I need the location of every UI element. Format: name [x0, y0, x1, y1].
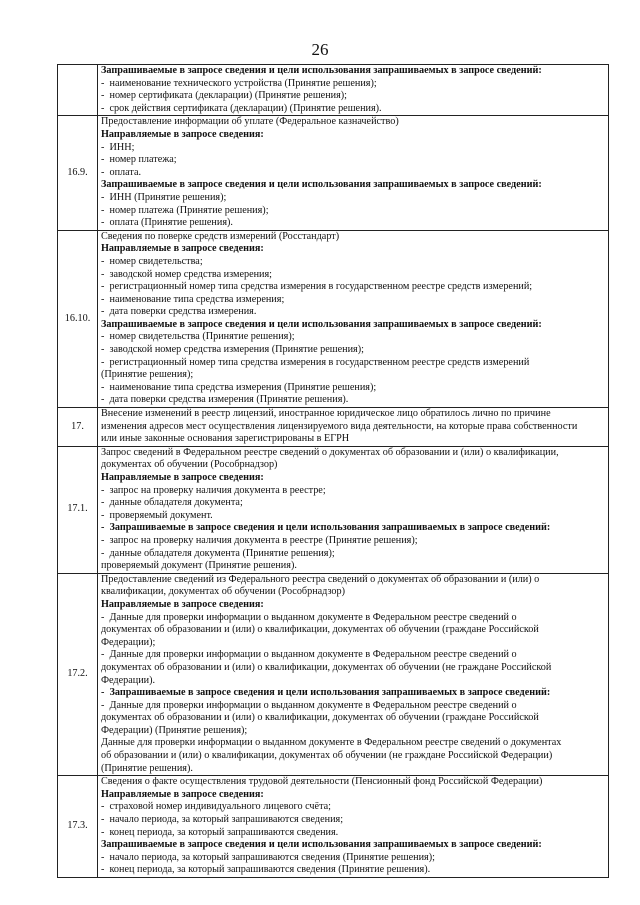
line-text: Запрашиваемые в запросе сведения и цели использования запрашиваемых в запросе сведений: — [101, 65, 542, 76]
row-content — [98, 573, 609, 776]
line-text: заводской номер средства измерения; — [109, 268, 273, 280]
line-text: запрос на проверку наличия документа в реестре (Принятие решения); — [109, 534, 418, 546]
line-text: номер сертификата (декларации) (Принятие решения); — [109, 90, 348, 102]
section-heading — [101, 129, 606, 142]
section-heading — [101, 319, 606, 332]
table-body — [58, 65, 609, 878]
line-text: дата поверки средства измерения. — [109, 306, 257, 318]
line-text: Направляемые в запросе сведения: — [101, 472, 264, 483]
row-content — [98, 446, 609, 573]
line-text: проверяемый документ. — [109, 509, 213, 521]
line-text: квалификации, документах об обучении (Рособрнадзор) — [101, 586, 346, 598]
line-text: дата поверки средства измерения (Принятие решения). — [109, 394, 349, 406]
line-text: Запрашиваемые в запросе сведения и цели использования запрашиваемых в запросе сведений: — [101, 318, 542, 330]
line-text: начало периода, за который запрашиваются сведения; — [109, 814, 344, 826]
section-heading — [101, 789, 606, 802]
text-line — [101, 116, 606, 129]
line-text: оплата. — [109, 166, 142, 178]
row-number: 16.10. — [58, 230, 98, 407]
list-item — [101, 485, 606, 498]
line-text: срок действия сертификата (декларации) (Принятие решения). — [109, 102, 382, 114]
text-line — [101, 776, 606, 789]
list-item — [101, 281, 606, 294]
table-row — [58, 116, 609, 230]
line-text: документах об образовании и (или) о квалификации, документах об обучении (граждане Российской — [101, 624, 539, 636]
text-line — [101, 433, 606, 446]
line-text: Предоставление информации об уплате (Федеральное казначейство) — [101, 116, 399, 128]
line-text: начало периода, за который запрашиваются сведения (Принятие решения); — [109, 851, 435, 863]
table-row — [58, 65, 609, 116]
list-item — [101, 827, 606, 840]
table-row — [58, 446, 609, 573]
section-heading — [101, 599, 606, 612]
line-text: Предоставление сведений из Федерального реестра сведений о документах об образовании и (или) о — [101, 573, 540, 585]
line-text: Запрашиваемые в запросе сведения и цели использования запрашиваемых в запросе сведений: — [101, 839, 542, 851]
table-row — [58, 408, 609, 447]
text-line — [101, 624, 606, 637]
list-item — [101, 357, 606, 370]
row-content — [98, 408, 609, 447]
line-text: регистрационный номер типа средства измерения в государственном реестре средств измерений; — [109, 281, 533, 293]
line-text: Сведения о факте осуществления трудовой деятельности (Пенсионный фонд Российской Федерации) — [101, 776, 543, 788]
list-item — [101, 382, 606, 395]
line-text: Сведения по поверке средств измерений (Росстандарт) — [101, 230, 340, 242]
text-line — [101, 737, 606, 750]
line-text: оплата (Принятие решения). — [109, 217, 233, 229]
line-text: (Принятие решения). — [101, 762, 193, 774]
list-item — [101, 864, 606, 877]
line-text: Данные для проверки информации о выданном документе в Федеральном реестре сведений о — [109, 649, 517, 661]
section-heading — [101, 839, 606, 852]
line-text: или иные законные основания зарегистрированы в ЕГРН — [101, 433, 350, 445]
line-text: Внесение изменений в реестр лицензий, иностранное юридическое лицо обратилось лично по причине — [101, 408, 551, 420]
list-item — [101, 548, 606, 561]
row-number: 17.3. — [58, 776, 98, 878]
line-text: ИНН (Принятие решения); — [109, 191, 227, 203]
line-text: Запрашиваемые в запросе сведения и цели использования запрашиваемых в запросе сведений: — [109, 522, 551, 534]
text-line — [101, 560, 606, 573]
text-line — [101, 574, 606, 587]
text-line — [101, 421, 606, 434]
requirements-table — [57, 64, 609, 878]
line-text: изменения адресов мест осуществления лицензируемого вида деятельности, на которые права собственности — [101, 420, 578, 432]
text-line — [101, 675, 606, 688]
line-text: Данные для проверки информации о выданном документе в Федеральном реестре сведений о — [109, 611, 517, 623]
line-text: Направляемые в запросе сведения: — [101, 243, 264, 255]
row-content — [98, 65, 609, 116]
section-heading — [101, 687, 606, 700]
line-text: об образовании и (или) о квалификации, документах об обучении (не граждане Российской Федерации) — [101, 750, 553, 762]
list-item — [101, 852, 606, 865]
row-number: 16.9. — [58, 116, 98, 230]
row-number: 17.2. — [58, 573, 98, 776]
line-text: Запрашиваемые в запросе сведения и цели использования запрашиваемых в запросе сведений: — [101, 179, 542, 191]
list-item — [101, 192, 606, 205]
text-line — [101, 712, 606, 725]
line-text: ИНН; — [109, 141, 135, 153]
text-line — [101, 662, 606, 675]
section-heading — [101, 243, 606, 256]
line-text: заводской номер средства измерения (Принятие решения); — [109, 344, 364, 356]
line-text: страховой номер индивидуального лицевого счёта; — [109, 801, 332, 813]
line-text: документах об обучении (Рособрнадзор) — [101, 459, 278, 471]
text-line — [101, 763, 606, 776]
list-item — [101, 205, 606, 218]
list-item — [101, 344, 606, 357]
text-line — [101, 459, 606, 472]
line-text: Федерации). — [101, 674, 156, 686]
list-item — [101, 294, 606, 307]
line-text: (Принятие решения); — [101, 369, 194, 381]
text-line — [101, 447, 606, 460]
list-item — [101, 306, 606, 319]
list-item — [101, 217, 606, 230]
table-row — [58, 573, 609, 776]
list-item — [101, 814, 606, 827]
line-text: запрос на проверку наличия документа в реестре; — [109, 484, 326, 496]
line-text: Федерации); — [101, 636, 156, 648]
line-text: номер платежа (Принятие решения); — [109, 204, 269, 216]
section-heading — [101, 65, 606, 78]
line-text: Запрашиваемые в запросе сведения и цели использования запрашиваемых в запросе сведений: — [109, 687, 551, 699]
line-text: конец периода, за который запрашиваются сведения (Принятие решения). — [109, 864, 431, 876]
page-number: 26 — [311, 40, 329, 59]
line-text: Данные для проверки информации о выданном документе в Федеральном реестре сведений о документах — [101, 737, 562, 749]
line-text: номер свидетельства; — [109, 255, 203, 267]
line-text: Направляемые в запросе сведения: — [101, 128, 264, 140]
list-item — [101, 394, 606, 407]
section-heading — [101, 472, 606, 485]
line-text: данные обладателя документа; — [109, 497, 243, 509]
row-content — [98, 230, 609, 407]
text-line — [101, 369, 606, 382]
line-text: конец периода, за который запрашиваются сведения. — [109, 826, 339, 838]
row-number — [58, 65, 98, 116]
list-item — [101, 167, 606, 180]
text-line — [101, 750, 606, 763]
line-text: проверяемый документ (Принятие решения). — [101, 560, 297, 572]
line-text: номер свидетельства (Принятие решения); — [109, 331, 295, 343]
row-content — [98, 116, 609, 230]
list-item — [101, 535, 606, 548]
line-text: наименование типа средства измерения (Принятие решения); — [109, 381, 377, 393]
line-text: Федерации) (Принятие решения); — [101, 724, 248, 736]
line-text: документах об образовании и (или) о квалификации, документах об обучении (не граждане Российской — [101, 661, 552, 673]
line-text: Направляемые в запросе сведения: — [101, 598, 264, 610]
list-item — [101, 142, 606, 155]
line-text: регистрационный номер типа средства измерения в государственном реестре средств измерений — [109, 356, 530, 368]
list-item — [101, 801, 606, 814]
row-number: 17.1. — [58, 446, 98, 573]
line-text: Запрос сведений в Федеральном реестре сведений о документах об образовании и (или) о квалификации, — [101, 446, 559, 458]
list-item — [101, 510, 606, 523]
section-heading — [101, 522, 606, 535]
table-row — [58, 776, 609, 878]
section-heading — [101, 179, 606, 192]
line-text: Направляемые в запросе сведения: — [101, 788, 264, 800]
list-item — [101, 256, 606, 269]
list-item — [101, 649, 606, 662]
line-text: номер платежа; — [109, 154, 177, 166]
list-item — [101, 154, 606, 167]
table-row — [58, 230, 609, 407]
text-line — [101, 408, 606, 421]
list-item — [101, 497, 606, 510]
text-line — [101, 725, 606, 738]
line-text: Данные для проверки информации о выданном документе в Федеральном реестре сведений о — [109, 699, 517, 711]
text-line — [101, 637, 606, 650]
line-text: наименование технического устройства (Принятие решения); — [109, 77, 377, 89]
text-line — [101, 586, 606, 599]
row-number: 17. — [58, 408, 98, 447]
list-item — [101, 331, 606, 344]
text-line — [101, 231, 606, 244]
list-item — [101, 700, 606, 713]
list-item — [101, 103, 606, 116]
line-text: документах об образовании и (или) о квалификации, документах об обучении (граждане Российской — [101, 712, 539, 724]
line-text: данные обладателя документа (Принятие решения); — [109, 547, 335, 559]
list-item — [101, 90, 606, 103]
line-text: наименование типа средства измерения; — [109, 293, 285, 305]
row-content — [98, 776, 609, 878]
list-item — [101, 78, 606, 91]
list-item — [101, 269, 606, 282]
list-item — [101, 612, 606, 625]
